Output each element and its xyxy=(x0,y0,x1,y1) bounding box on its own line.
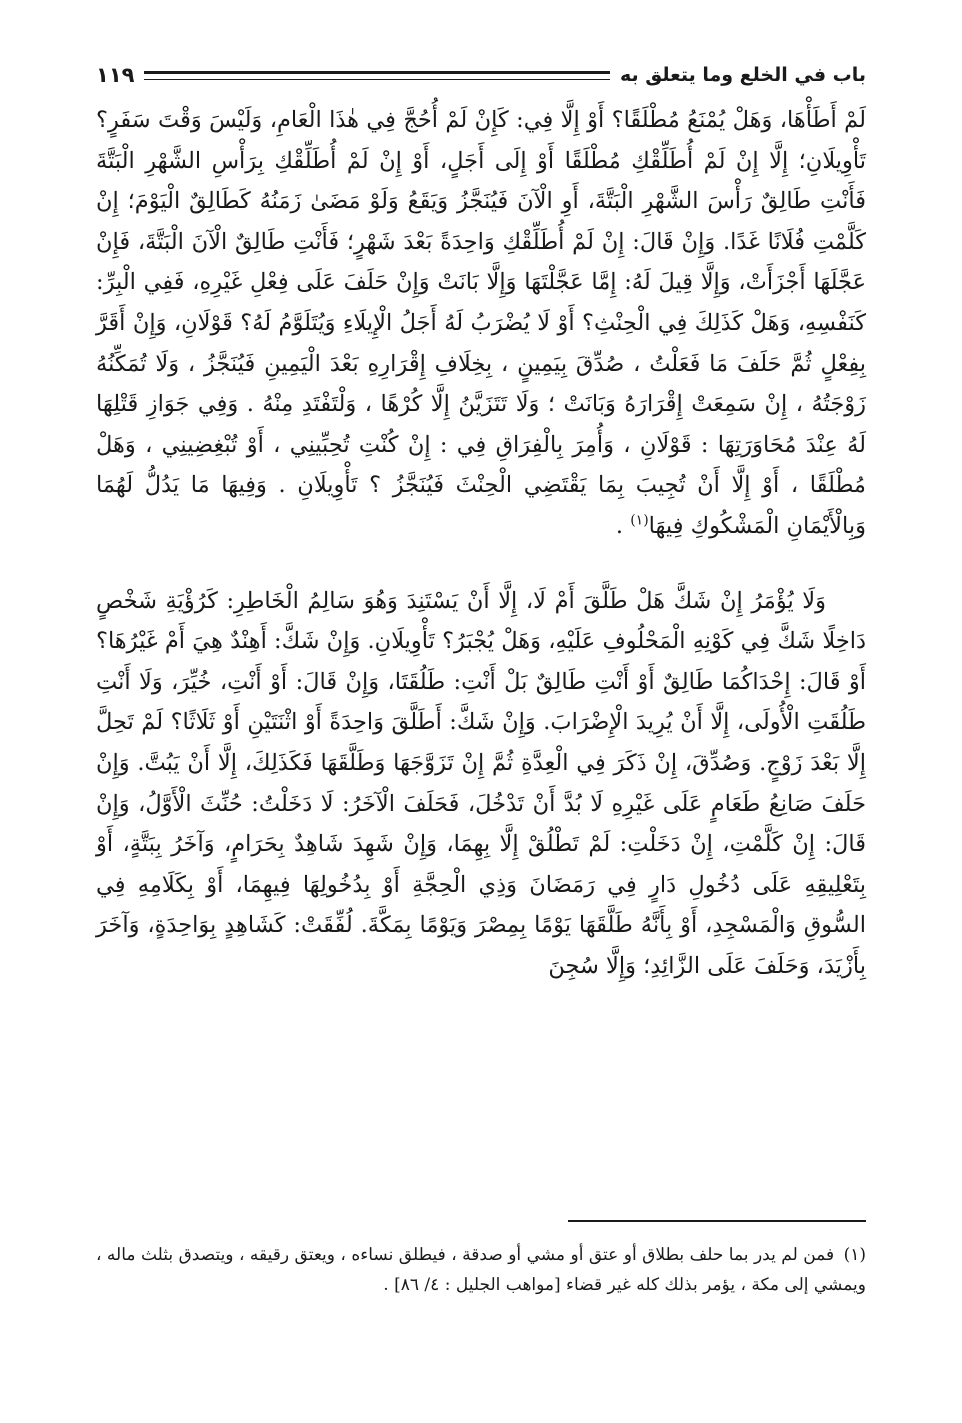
page-number: ١١٩ xyxy=(96,63,135,87)
running-title: باب في الخلع وما يتعلق به xyxy=(619,64,866,86)
footnote-reference: (١) xyxy=(630,512,649,529)
main-text xyxy=(96,100,866,986)
page-header xyxy=(96,60,866,90)
paragraph-1 xyxy=(96,100,866,547)
footnote-number: (١) xyxy=(843,1245,866,1265)
paragraph-1-tail: . xyxy=(615,512,631,539)
footnote xyxy=(96,1240,866,1300)
paragraph-2 xyxy=(96,581,866,987)
footnote-separator xyxy=(568,1220,866,1222)
footnote-text: فمن لم يدر بما حلف بطلاق أو عتق أو مشي أو صدقة ، فيطلق نساءه ، ويعتق رقيقه ، ويتصدق بثلث ماله ، ويمشي إلى مكة ، يؤمر بذلك كله غير قضاء [مواهب الجليل : ٤/ ٨٦] . xyxy=(96,1245,866,1295)
header-rule xyxy=(144,71,610,80)
paragraph-1-text: لَمْ أَطَأْهَا، وَهَلْ يُمْنَعُ مُطْلَقًا؟ أَوْ إِلَّا فِي: كَإِنْ لَمْ أُحُجَّ فِي هٰذَا الْعَامِ، وَلَيْسَ وَقْتَ سَفَرٍ؟ تَأْوِيلَانِ؛ إِلَّا إِنْ لَمْ أُطَلِّقْكِ مُطْلَقًا أَوْ إِلَى أَجَلٍ، أَوْ إِنْ لَمْ أُطَلِّقْكِ بِرَأْسِ الشَّهْرِ الْبَتَّةَ فَأَنْتِ طَالِقٌ رَأْسَ الشَّهْرِ الْبَتَّةَ، أَوِ الْآنَ فَيُنَجَّزُ وَيَقَعُ وَلَوْ مَضَىٰ زَمَنُهُ كَطَالِقٌ الْيَوْمَ؛ إِنْ كَلَّمْتِ فُلَانًا غَدًا. وَإِنْ قَالَ: إِنْ لَمْ أُطَلِّقْكِ وَاحِدَةً بَعْدَ شَهْرٍ؛ فَأَنْتِ طَالِقٌ الْآنَ الْبَتَّةَ، فَإِنْ عَجَّلَهَا أَجْزَأَتْ، وَإِلَّا قِيلَ لَهُ: إِمَّا عَجَّلْتَهَا وَإِلَّا بَانَتْ وَإِنْ حَلَفَ عَلَى فِعْلِ غَيْرِهِ، فَفِي الْبِرِّ: كَنَفْسِهِ، وَهَلْ كَذَلِكَ فِي الْحِنْثِ؟ أَوْ لَا يُضْرَبُ لَهُ أَجَلُ الْإِيلَاءِ وَيُتَلَوَّمُ لَهُ؟ قَوْلَانِ، وَإِنْ أَقَرَّ بِفِعْلٍ ثُمَّ حَلَفَ مَا فَعَلْتُ ، صُدِّقَ بِيَمِينٍ ، بِخِلَافِ إِقْرَارِهِ بَعْدَ الْيَمِينِ فَيُنَجَّزُ ، وَلَا تُمَكِّنُهُ زَوْجَتُهُ ، إِنْ سَمِعَتْ إِقْرَارَهُ وَبَانَتْ ؛ وَلَا تَتَزَيَّنُ إِلَّا كُرْهًا ، وَلْتَفْتَدِ مِنْهُ . وَفِي جَوَازِ قَتْلِهَا لَهُ عِنْدَ مُحَاوَرَتِهَا : قَوْلَانِ ، وَأُمِرَ بِالْفِرَاقِ فِي : إِنْ كُنْتِ تُحِبِّينِي ، أَوْ تُبْغِضِينِي ، وَهَلْ مُطْلَقًا ، أَوْ إِلَّا أَنْ تُجِيبَ بِمَا يَقْتَضِي الْحِنْثَ فَيُنَجَّزُ ؟ تَأْوِيلَانِ . وَفِيهَا مَا يَدُلُّ لَهُمَا وَبِالْأَيْمَانِ الْمَشْكُوكِ فِيهَا xyxy=(96,107,866,539)
paragraph-2-text: وَلَا يُؤْمَرُ إِنْ شَكَّ هَلْ طَلَّقَ أَمْ لَا، إِلَّا أَنْ يَسْتَنِدَ وَهُوَ سَالِمُ الْخَاطِرِ: كَرُؤْيَةِ شَخْصٍ دَاخِلًا شَكَّ فِي كَوْنِهِ الْمَحْلُوفِ عَلَيْهِ، وَهَلْ يُجْبَرُ؟ تَأْوِيلَانِ. وَإِنْ شَكَّ: أَهِنْدٌ هِيَ أَمْ غَيْرُهَا؟ أَوْ قَالَ: إِحْدَاكُمَا طَالِقٌ أَوْ أَنْتِ طَالِقٌ بَلْ أَنْتِ: طَلُقَتَا، وَإِنْ قَالَ: أَوْ أَنْتِ، خُيِّرَ، وَلَا أَنْتِ طَلُقَتِ الْأُولَى، إِلَّا أَنْ يُرِيدَ الْإِضْرَابَ. وَإِنْ شَكَّ: أَطَلَّقَ وَاحِدَةً أَوْ اثْنَتَيْنِ أَوْ ثَلَاثًا؟ لَمْ تَحِلَّ إِلَّا بَعْدَ زَوْجٍ. وَصُدِّقَ، إِنْ ذَكَرَ فِي الْعِدَّةِ ثُمَّ إِنْ تَزَوَّجَهَا وَطَلَّقَهَا فَكَذَلِكَ، إِلَّا أَنْ يَبُتَّ. وَإِنْ حَلَفَ صَانِعُ طَعَامٍ عَلَى غَيْرِهِ لَا بُدَّ أَنْ تَدْخُلَ، فَحَلَفَ الْآخَرُ: لَا دَخَلْتُ: حُنِّثَ الْأَوَّلُ، وَإِنْ قَالَ: إِنْ كَلَّمْتِ، إِنْ دَخَلْتِ: لَمْ تَطْلُقْ إِلَّا بِهِمَا، وَإِنْ شَهِدَ شَاهِدٌ بِحَرَامٍ، وَآخَرُ بِبَتَّةٍ، أَوْ بِتَعْلِيقِهِ عَلَى دُخُولِ دَارٍ فِي رَمَضَانَ وَذِي الْحِجَّةِ أَوْ بِدُخُولِهَا فِيهِمَا، أَوْ بِكَلَامِهِ فِي السُّوقِ وَالْمَسْجِدِ، أَوْ بِأَنَّهُ طَلَّقَهَا يَوْمًا بِمِصْرَ وَيَوْمًا بِمَكَّةَ. لُفِّقَتْ: كَشَاهِدٍ بِوَاحِدَةٍ، وَآخَرَ بِأَزْيَدَ، وَحَلَفَ عَلَى الزَّائِدِ؛ وَإِلَّا سُجِنَ xyxy=(96,587,866,979)
